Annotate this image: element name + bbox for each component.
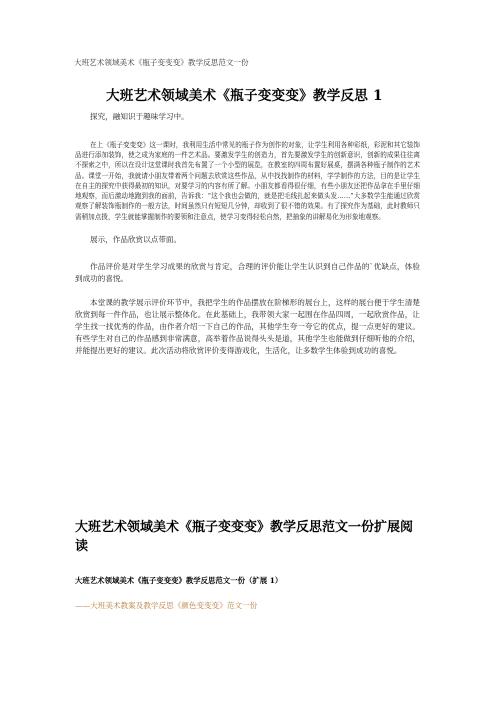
paragraph-explore: 在上《瓶子变变变》这一课时，我利用生活中常见的瓶子作为创作的对象，让学生利用各种彩纸，彩泥和其它装饰品进行添加装饰，使之成为家庭的一件艺术品。要激发学生的创造力，首先要激发学生的创新意识，创新的成果往往离不探索之中，所以在设计这堂课时我首先布置了一个小型的展览，在教室的四周布置好展桌，摆满各种瓶子制作的艺术品。课堂一开始，我就请小朋友带着两个问题去欣赏这些作品，从中找找制作的材料，学学制作的方法，目的是让学生在自主的探究中获得最初的知识，对要学习的内容有所了解。小朋友都看得很仔细，有些小朋友还把作品拿在手里仔细地观察，而后激动地跑到我的面前，告诉我：“这个我也会做的，就是把毛线扎起来做头发……”大多数学生能通过欣赏观察了解装饰瓶制作的一般方法，时间虽然只有短短几分钟，却收到了很不错的效果。有了探究作为基础，此时教师只需稍加点拨，学生就能掌握制作的要领和注意点，使学习变得轻松自然，把抽象的讲解易化为形象地观察。	[75, 141, 420, 221]
heading-explore: 探究，融知识于趣味学习中。	[90, 112, 189, 121]
document-header: 大班艺术领域美术《瓶子变变变》教学反思范文一份	[74, 58, 249, 67]
paragraph-evaluation: 作品评价是对学生学习成果的欣赏与肯定，合理的评价能让学生认识到自己作品的`优缺点，体验到成功的喜悦。	[75, 262, 420, 283]
document-title: 大班艺术领域美术《瓶子变变变》教学反思 1	[106, 88, 383, 104]
extended-reading-title: 大班艺术领域美术《瓶子变变变》教学反思范文一份扩展阅读	[75, 520, 414, 554]
related-article-link[interactable]: ——大班美术教案及教学反思《颜色变变变》范文一份	[75, 601, 258, 610]
extended-subtitle: 大班艺术领域美术《瓶子变变变》教学反思范文一份（扩展 1）	[75, 576, 283, 585]
heading-showcase: 展示，作品欣赏以点带面。	[90, 235, 182, 244]
paragraph-showcase: 本堂课的教学展示评价环节中，我把学生的作品摆放在阶梯形的展台上，这样的展台便于学生清楚欣赏到每一件作品，也让展示整体化。在此基础上，我带领大家一起围在作品四周，一起欣赏作品，让学生找一找优秀的作品，由作者介绍一下自己的作品，其他学生夸一夸它的优点，提一点更好的建议。有些学生对自己的作品感到非常满意，高举着作品说得头头是道，其他学生也能做到仔细听他的介绍，并能提出更好的建议。此次活动将欣赏评价变得游戏化，生活化，让多数学生体验到成功的喜悦。	[75, 298, 420, 355]
